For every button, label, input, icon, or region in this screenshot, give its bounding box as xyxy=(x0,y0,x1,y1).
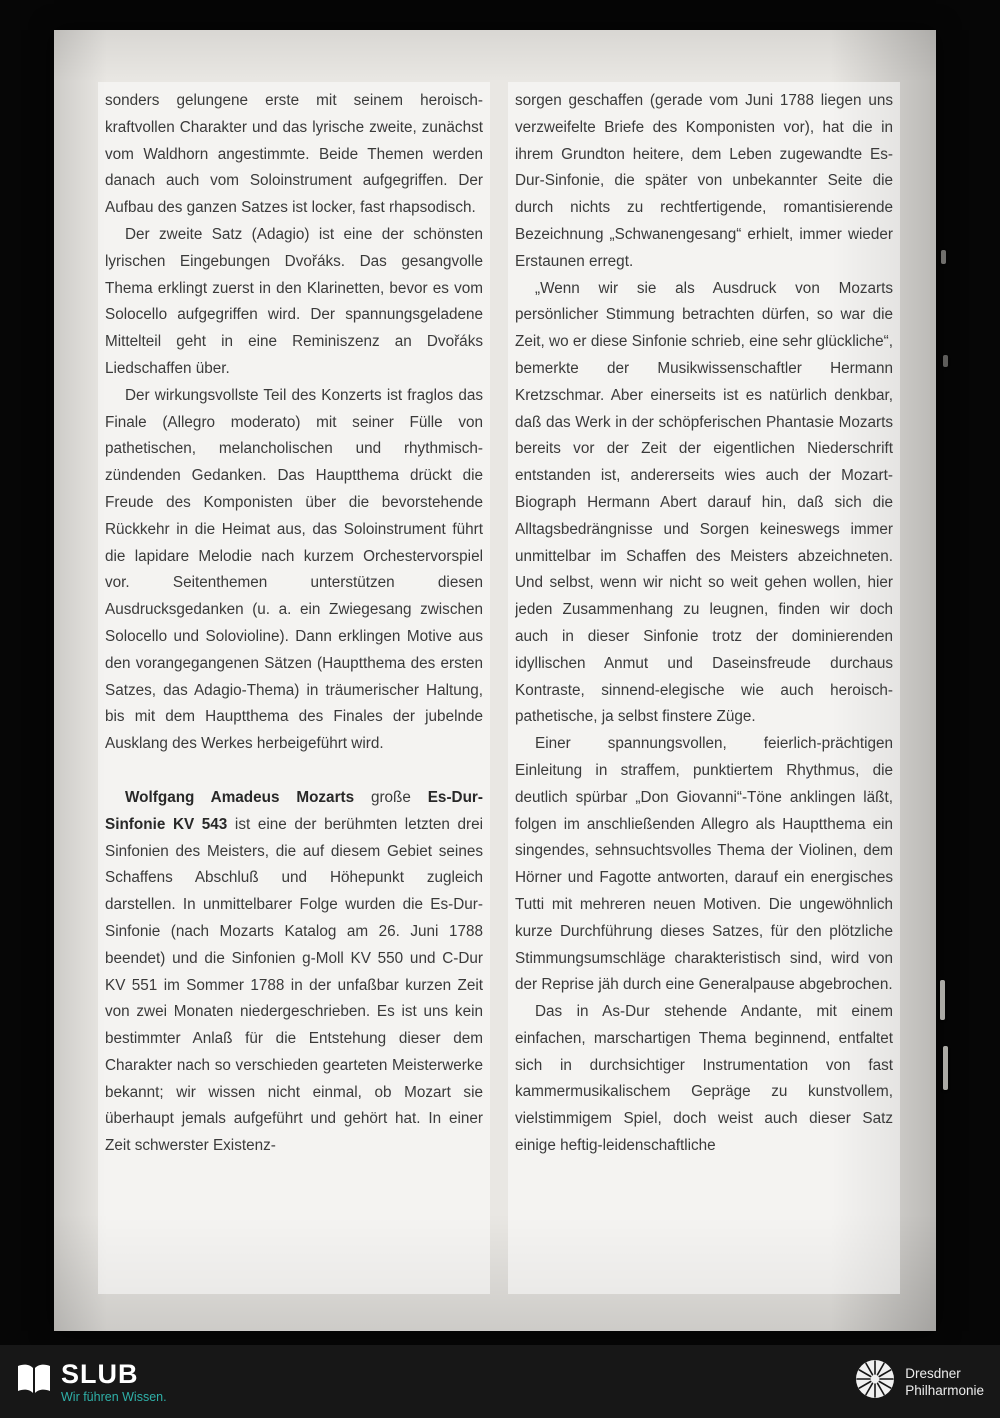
paragraph xyxy=(515,999,893,1160)
text-segment: „Wenn wir sie als Ausdruck von Mozarts persönlicher Stimmung betrachten dürfen, so war die Zeit, wo er diese Sinfonie schrieb, eine sehr glückliche“, bemerkte der Musikwissenschaftler Hermann Kretzschmar. Aber einerseits ist es natürlich denkbar, daß das Werk in der schöpferischen Phantasie Mozarts bereits vor der Zeit der eigentlichen Niederschrift entstanden ist, andererseits wies auch der Mozart-Biograph Hermann Abert darauf hin, daß sich die Alltagsbedrängnisse und Sorgen keineswegs immer unmittelbar im Schaffen des Meisters abzeichneten. Und selbst, wenn wir nicht so weit gehen wollen, hier jeden Zusammenhang zu leugnen, finden wir doch auch in dieser Sinfonie trotz der dominierenden idyllischen Anmut und Daseinsfreude durchaus Kontraste, sinnend-elegische wie auch heroisch-pathetische, ja selbst finstere Züge. xyxy=(515,279,893,726)
text-segment: Das in As-Dur stehende Andante, mit einem einfachen, marschartigen Thema beginnend, entfaltet sich in durchsichtiger Instrumentation von fast kammermusikalischem Gepräge zu kunstvollem, vielstimmigem Spiel, doch weist auch dieser Satz einige heftig-leidenschaftliche xyxy=(515,1003,893,1155)
staple-mark xyxy=(943,1046,948,1090)
slub-tagline: Wir führen Wissen. xyxy=(61,1389,167,1404)
column-right xyxy=(515,88,893,1280)
philharmonie-logo[interactable] xyxy=(855,1359,984,1404)
staple-mark xyxy=(940,980,945,1020)
viewer-footer xyxy=(0,1345,1000,1418)
bold-text-segment: Es-Dur-Sinfonie KV 543 xyxy=(105,788,483,833)
text-segment: ist eine der berühmten letzten drei Sinfonien des Meisters, die auf diesem Gebiet seines Schaffens Abschluß und Höhepunkt zugleich darstellen. In unmittelbarer Folge wurden die Es-Dur-Sinfonie (nach Mozarts Katalog am 26. Juni 1788 beendet) und die Sinfonien g-Moll KV 550 und C-Dur KV 551 im Sommer 1788 in der unfaßbar kurzen Zeit von zwei Monaten niedergeschrieben. Es ist uns kein bestimmter Anlaß für die Entstehung dieser dem Charakter nach so verschieden gearteten Meisterwerke bekannt; wir wissen nicht einmal, ob Mozart sie überhaupt jemals aufgeführt und gehört hat. In einer Zeit schwerster Existenz- xyxy=(105,815,483,1155)
text-segment: sorgen geschaffen (gerade vom Juni 1788 liegen uns verzweifelte Briefe des Komponisten vor), hat die in ihrem Grundton heitere, dem Leben zugewandte Es-Dur-Sinfonie, die später von unbekannter Seite die durch nichts zu rechtfertigende, romantisierende Bezeichnung „Schwanengesang“ erhielt, immer wieder Erstaunen erregt. xyxy=(515,92,893,270)
text-segment: große xyxy=(354,788,428,806)
paragraph xyxy=(515,731,893,999)
text-segment: Der zweite Satz (Adagio) ist eine der schönsten lyrischen Eingebungen Dvořáks. Das gesangvolle Thema erklingt zuerst in den Klarinetten, bevor es vom Solocello aufgegriffen wird. Der spannungsgeladene Mittelteil geht in eine Reminiszenz an Dvořáks Liedschaffen über. xyxy=(105,225,483,377)
text-segment: Der wirkungsvollste Teil des Konzerts ist fraglos das Finale (Allegro moderato) mit seiner Fülle von pathetischen, melancholischen und rhythmisch-zündenden Gedanken. Das Hauptthema drückt die Freude des Komponisten über die bevorstehende Rückkehr in die Heimat aus, das Soloinstrument führt die lapidare Melodie nach kurzem Orchestervorspiel vor. Seitenthemen unterstützen diesen Ausdrucksgedanken (u. a. ein Zwiegesang zwischen Solocello und Solovioline). Dann erklingen Motive aus den vorangegangenen Sätzen (Hauptthema des ersten Satzes, das Adagio-Thema) in träumerischer Haltung, bis mit dem Hauptthema des Finales der jubelnde Ausklang des Werkes herbeigeführt wird. xyxy=(105,386,483,753)
text-segment: Einer spannungsvollen, feierlich-prächtigen Einleitung in straffem, punktiertem Rhythmus, die deutlich spürbar „Don Giovanni“-Töne anklingen läßt, folgen im anschließenden Allegro als Hauptthema ein singendes, sehnsuchtsvolles Thema der Violinen, dem Hörner und Fagotte antworten, darauf ein energisches Tutti mit mehreren neuen Motiven. Die ungewöhnlich kurze Durchführung dieses Satzes, für den plötzliche Stimmungsumschläge charakteristisch sind, wird von der Reprise jäh durch eine Generalpause abgebrochen. xyxy=(515,735,893,994)
paragraph xyxy=(105,222,483,383)
philharmonie-name-line2: Philharmonie xyxy=(905,1382,984,1398)
staple-mark xyxy=(941,250,946,264)
sunburst-logo-icon xyxy=(855,1359,895,1404)
staple-mark xyxy=(943,355,948,367)
philharmonie-name-line1: Dresdner xyxy=(905,1365,961,1381)
text-segment: sonders gelungene erste mit seinem heroisch-kraftvollen Charakter und das lyrische zweite, zunächst vom Waldhorn angestimmte. Beide Themen werden danach auch vom Soloinstrument aufgegriffen. Der Aufbau des ganzen Satzes ist locker, fast rhapsodisch. xyxy=(105,92,483,217)
slub-text-block xyxy=(61,1360,167,1404)
paragraph xyxy=(105,88,483,222)
paragraph xyxy=(515,88,893,276)
paragraph xyxy=(105,383,483,758)
column-left xyxy=(105,88,483,1280)
open-book-icon xyxy=(16,1362,52,1401)
paragraph xyxy=(105,785,483,1160)
slub-logo[interactable] xyxy=(16,1360,167,1404)
bold-text-segment: Wolfgang Amadeus Mozarts xyxy=(125,788,355,806)
philharmonie-text-block xyxy=(905,1365,984,1399)
slub-name: SLUB xyxy=(61,1358,139,1389)
paragraph xyxy=(515,276,893,732)
scanned-page xyxy=(54,30,936,1331)
